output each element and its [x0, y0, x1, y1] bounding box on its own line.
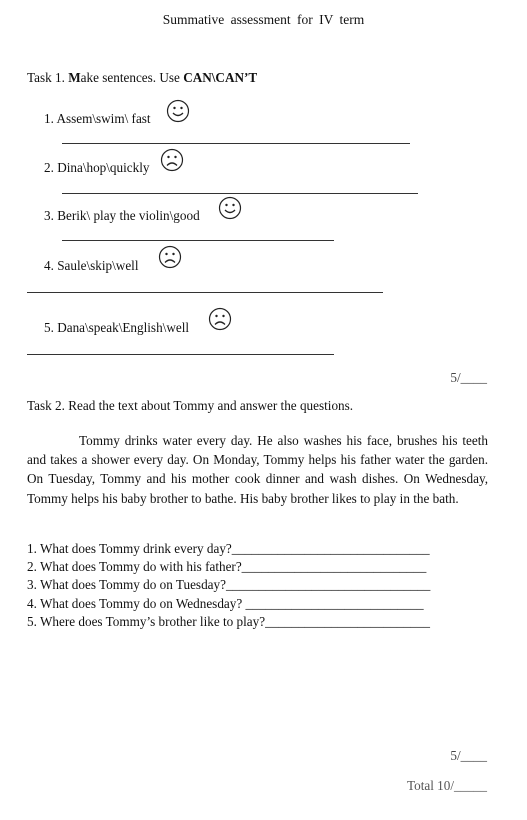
question-item: 2. What does Tommy do with his father?____________________________: [27, 559, 427, 574]
task1-item: 3. Berik\ play the violin\good: [44, 208, 200, 223]
task2-paragraph: [27, 431, 488, 508]
task2-paragraph-text: Tommy drinks water every day. He also washes his face, brushes his teeth and takes a shower every day. On Monday, Tommy helps his father water the garden. On Tuesday, Tommy and his mother cook dinner and wash dishes. On Wednesday, Tommy helps his baby brother to bathe. His baby brother likes to play in the bath.: [27, 433, 488, 506]
page-title: Summative assessment for IV term: [162, 12, 365, 27]
question-item: 4. What does Tommy do on Wednesday? ___________________________: [27, 596, 424, 611]
smile-icon: [166, 99, 190, 123]
task2-score: 5/____: [450, 748, 487, 763]
answer-line[interactable]: [27, 292, 383, 293]
task1-score: 5/____: [450, 370, 487, 385]
answer-line[interactable]: [62, 193, 418, 194]
task1-bold-m: M: [68, 70, 81, 85]
frown-icon: [160, 148, 184, 172]
smile-icon: [218, 196, 242, 220]
frown-icon: [158, 245, 182, 269]
question-item: 5. Where does Tommy’s brother like to play?_________________________: [27, 614, 430, 629]
task2-heading: Task 2. Read the text about Tommy and answer the questions.: [27, 398, 354, 413]
task1-keyword: CAN\CAN’T: [183, 70, 258, 85]
task1-heading: [27, 70, 257, 86]
task1-item: 5. Dana\speak\English\well: [44, 320, 190, 335]
answer-line[interactable]: [27, 354, 334, 355]
answer-line[interactable]: [62, 240, 334, 241]
frown-icon: [208, 307, 232, 331]
total-score: Total 10/_____: [406, 778, 487, 793]
task1-item: 2. Dina\hop\quickly: [44, 160, 150, 175]
task1-prefix: Task 1.: [27, 70, 69, 85]
question-item: 3. What does Tommy do on Tuesday?_______________________________: [27, 577, 431, 592]
task1-instruction: ake sentences. Use: [80, 70, 184, 85]
question-item: 1. What does Tommy drink every day?______________________________: [27, 541, 430, 556]
task1-item: 4. Saule\skip\well: [44, 258, 139, 273]
task1-item: 1. Assem\swim\ fast: [44, 111, 151, 126]
answer-line[interactable]: [62, 143, 410, 144]
